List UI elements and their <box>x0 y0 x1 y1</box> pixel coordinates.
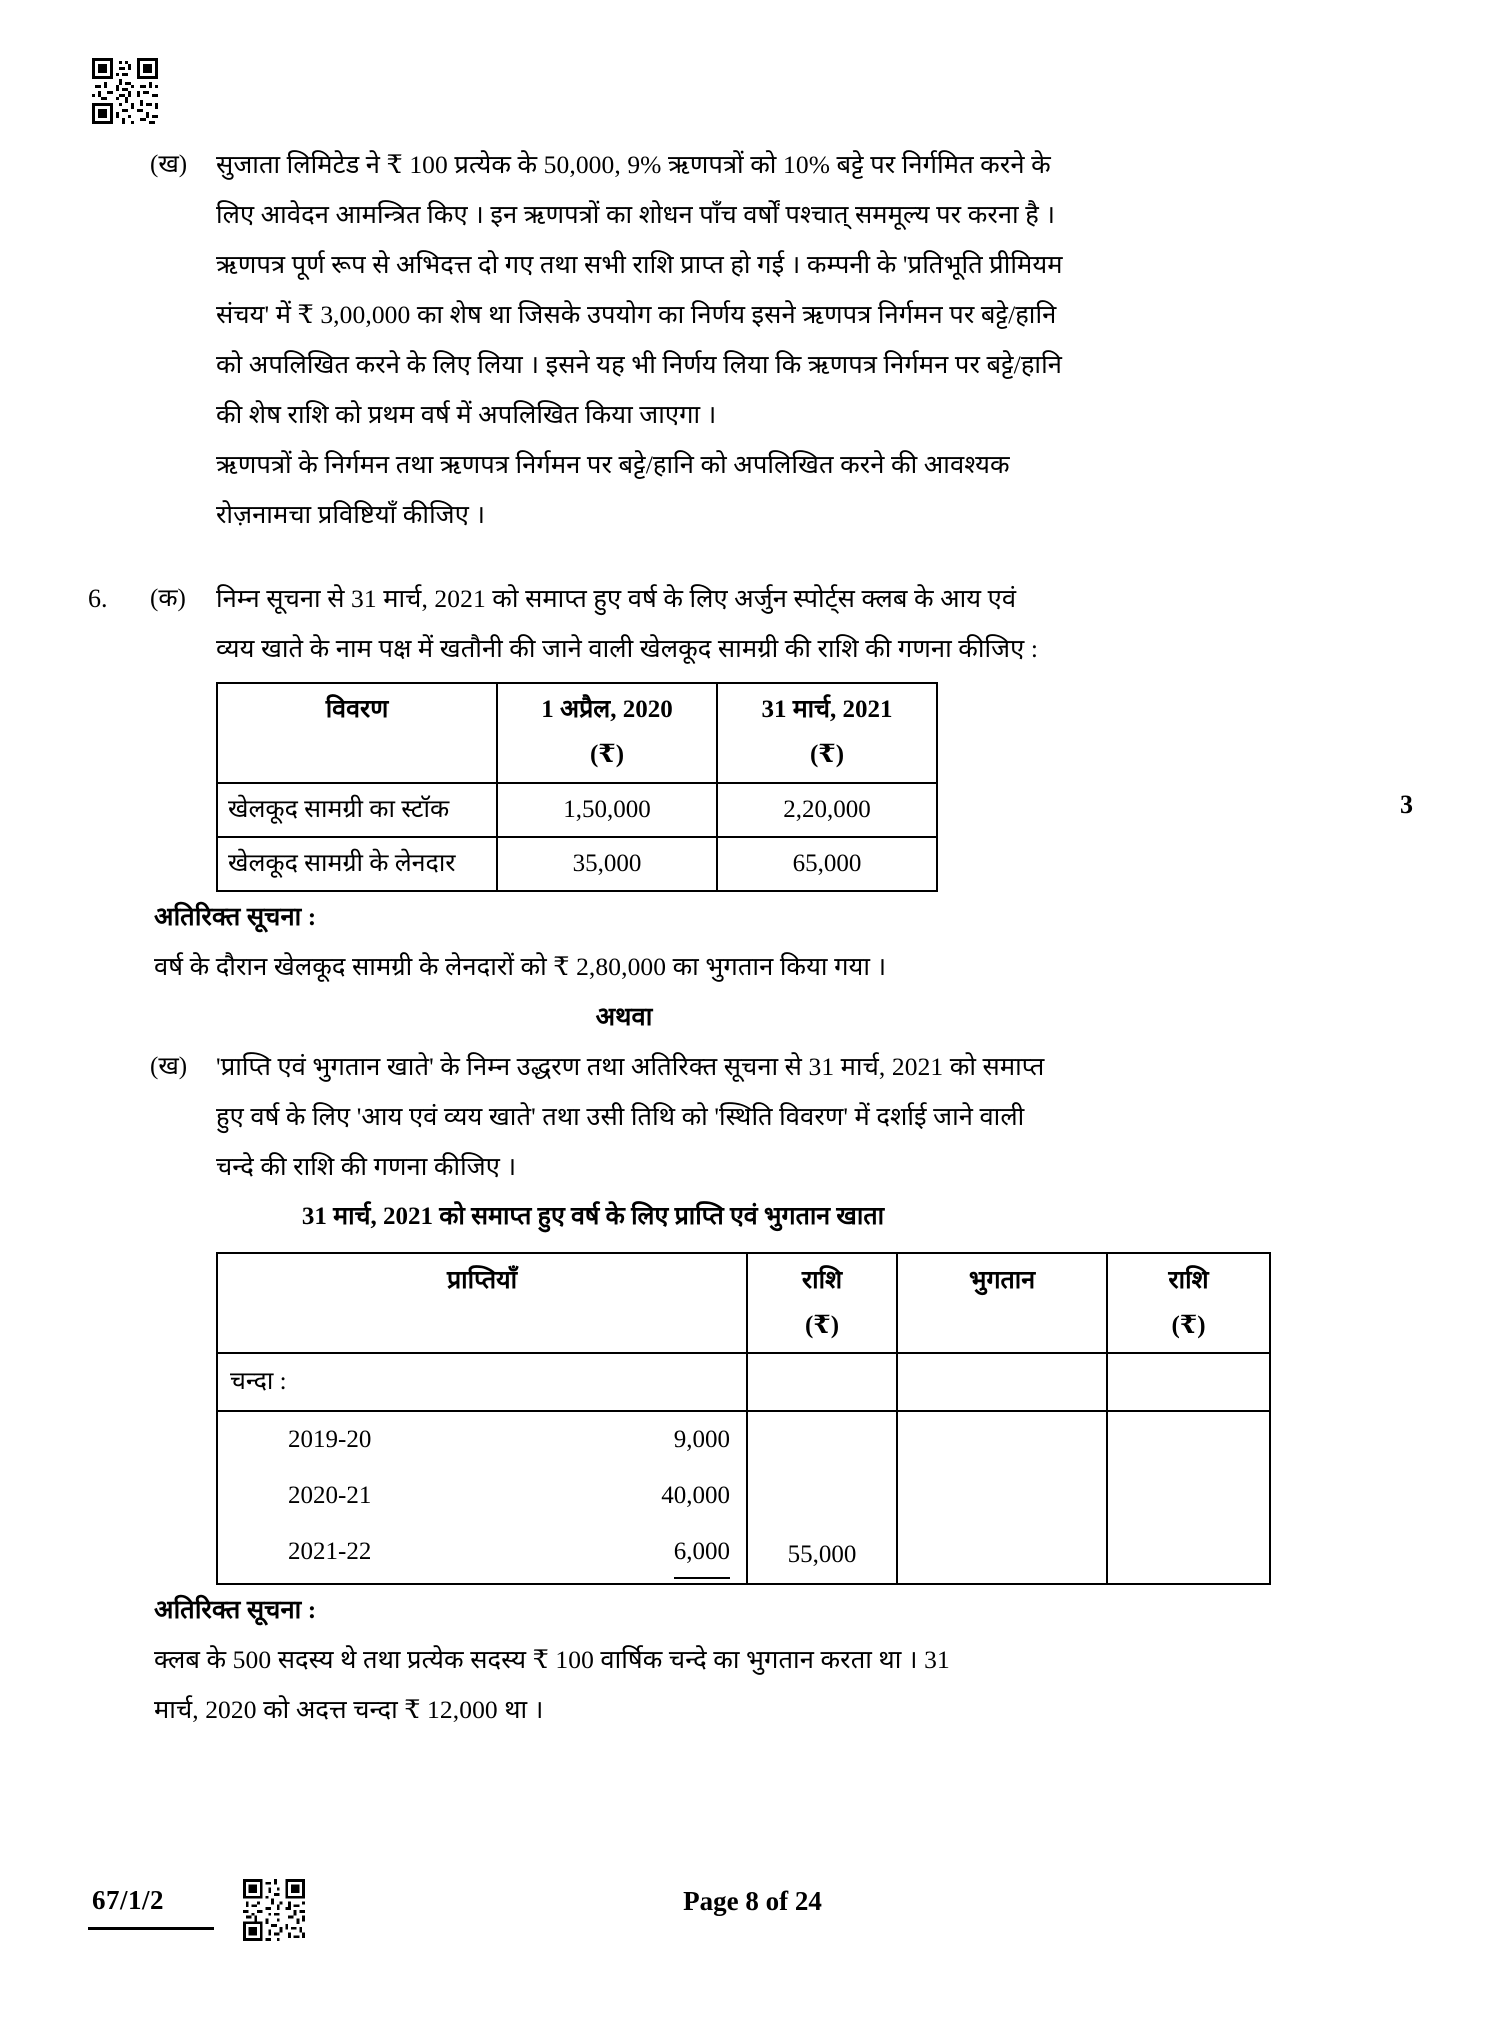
marks-q6a: 3 <box>1400 790 1413 819</box>
q6b-line-3: चन्दे की राशि की गणना कीजिए । <box>216 1152 517 1181</box>
header-april-2020-currency: (₹) <box>589 741 625 768</box>
table-row <box>217 1468 1270 1524</box>
subscription-amount-2-cell <box>555 1524 747 1584</box>
payments-blank-1 <box>897 1411 1107 1468</box>
q5b-line-4: संचय' में ₹ 3,00,000 का शेष था जिसके उपयोग का निर्णय इसने ऋणपत्र निर्गमन पर बट्टे/हानि <box>216 300 1057 329</box>
paper-code: 67/1/2 <box>92 1885 165 1915</box>
q6a-extra-body <box>150 892 1098 992</box>
q6b-extra-heading: अतिरिक्त सूचना : <box>154 1595 317 1624</box>
table-row <box>217 783 937 837</box>
q6a-body <box>216 574 1098 674</box>
q6b-label: (ख) <box>150 1053 188 1080</box>
spacer-after-q5b <box>88 540 1098 574</box>
q6b-extra-body <box>150 1585 1098 1735</box>
table-row <box>217 1411 1270 1468</box>
header-receipts-amount <box>747 1253 897 1353</box>
qr-code-top-icon <box>92 58 158 124</box>
receipts-amount-blank-2 <box>747 1468 897 1524</box>
row-0-value-1: 1,50,000 <box>497 783 717 837</box>
header-payments-amount <box>1107 1253 1270 1353</box>
q5b-line-2: लिए आवेदन आमन्त्रित किए । इन ऋणपत्रों का शोधन पाँच वर्षों पश्चात् सममूल्य पर करना है । <box>216 200 1056 229</box>
table-row <box>217 1353 1270 1411</box>
row-1-value-1: 35,000 <box>497 837 717 891</box>
q6-or-separator: अथवा <box>595 1002 653 1031</box>
row-1-label: खेलकूद सामग्री के लेनदार <box>217 837 497 891</box>
row-0-value-2: 2,20,000 <box>717 783 937 837</box>
q5b-instruction-line-2: रोज़नामचा प्रविष्टियाँ कीजिए । <box>216 500 486 529</box>
q5b-line-5: को अपलिखित करने के लिए लिया । इसने यह भी निर्णय लिया कि ऋणपत्र निर्गमन पर बट्टे/हानि <box>216 350 1062 379</box>
receipts-payments-caption: 31 मार्च, 2021 को समाप्त हुए वर्ष के लिए प्राप्ति एवं भुगतान खाता <box>301 1203 885 1230</box>
q6a-extra-info <box>88 892 1098 992</box>
payments-amount-blank-1 <box>1107 1411 1270 1468</box>
q6b-line-2: हुए वर्ष के लिए 'आय एवं व्यय खाते' तथा उसी तिथि को 'स्थिति विवरण' में दर्शाई जाने वाली <box>216 1102 1025 1131</box>
subscription-year-2: 2021-22 <box>217 1524 555 1584</box>
header-payments-amount-line1: राशि <box>1168 1267 1209 1294</box>
receipts-payments-table <box>216 1252 1271 1585</box>
subscription-amount-0: 9,000 <box>555 1411 747 1468</box>
q6a-line-1: निम्न सूचना से 31 मार्च, 2021 को समाप्त हुए वर्ष के लिए अर्जुन स्पोर्ट्स क्लब के आय एवं <box>216 584 1017 613</box>
receipts-table-head <box>217 1253 1270 1353</box>
q6a-extra-line-1: वर्ष के दौरान खेलकूद सामग्री के लेनदारों को ₹ 2,80,000 का भुगतान किया गया । <box>154 952 887 981</box>
subscription-year-0: 2019-20 <box>217 1411 555 1468</box>
table-row <box>217 837 937 891</box>
header-receipts-line1: प्राप्तियाँ <box>446 1267 518 1294</box>
q5b-line-1: सुजाता लिमिटेड ने ₹ 100 प्रत्येक के 50,000, 9% ऋणपत्रों को 10% बट्टे पर निर्गमित करने के <box>216 150 1051 179</box>
header-march-2021 <box>717 683 937 783</box>
q6-number: 6. <box>88 584 108 613</box>
question-6b <box>88 1042 1098 1192</box>
receipts-amount-blank-0 <box>747 1353 897 1411</box>
page-content <box>88 140 1209 1735</box>
subscription-total: 55,000 <box>747 1524 897 1584</box>
sports-material-table-body <box>217 783 937 891</box>
q6a-label: (क) <box>150 585 186 612</box>
page-number: Page 8 of 24 <box>683 1886 822 1916</box>
sports-material-table <box>216 682 938 892</box>
header-payments-amount-currency: (₹) <box>1171 1312 1206 1339</box>
subscription-amount-2: 6,000 <box>674 1528 730 1579</box>
header-particulars-line1: विवरण <box>325 696 389 723</box>
payments-amount-blank-3 <box>1107 1524 1270 1584</box>
header-march-2021-currency: (₹) <box>809 741 845 768</box>
header-particulars <box>217 683 497 783</box>
header-receipts-amount-currency: (₹) <box>804 1312 840 1339</box>
footer-divider <box>88 1927 214 1930</box>
payments-blank-3 <box>897 1524 1107 1584</box>
q6b-body <box>216 1042 1098 1192</box>
row-0-label: खेलकूद सामग्री का स्टॉक <box>217 783 497 837</box>
receipts-amount-blank-1 <box>747 1411 897 1468</box>
sports-material-table-head <box>217 683 937 783</box>
header-april-2020-line1: 1 अप्रैल, 2020 <box>541 696 673 723</box>
table-row <box>217 1524 1270 1584</box>
q6a-extra-heading: अतिरिक्त सूचना : <box>154 902 317 931</box>
q6b-extra-line-1: क्लब के 500 सदस्य थे तथा प्रत्येक सदस्य ₹ 100 वार्षिक चन्दे का भुगतान करता था । 31 <box>154 1645 950 1674</box>
header-payments <box>897 1253 1107 1353</box>
q6b-extra-line-2: मार्च, 2020 को अदत्त चन्दा ₹ 12,000 था । <box>154 1695 544 1724</box>
q6b-line-1: 'प्राप्ति एवं भुगतान खाते' के निम्न उद्धरण तथा अतिरिक्त सूचना से 31 मार्च, 2021 को समाप्त <box>216 1052 1045 1081</box>
q6b-extra-info <box>88 1585 1098 1735</box>
header-receipts-amount-line1: राशि <box>801 1267 843 1294</box>
q5b-line-6: की शेष राशि को प्रथम वर्ष में अपलिखित किया जाएगा । <box>216 400 717 429</box>
question-5b <box>88 140 1098 540</box>
q5b-body <box>216 140 1098 540</box>
header-march-2021-line1: 31 मार्च, 2021 <box>761 696 893 723</box>
header-receipts <box>217 1253 747 1353</box>
header-april-2020 <box>497 683 717 783</box>
header-payments-line1: भुगतान <box>968 1267 1036 1294</box>
payments-amount-blank-2 <box>1107 1468 1270 1524</box>
q5b-instruction-line-1: ऋणपत्रों के निर्गमन तथा ऋणपत्र निर्गमन पर बट्टे/हानि को अपलिखित करने की आवश्यक <box>216 450 1010 479</box>
receipts-table-body <box>217 1353 1270 1584</box>
subscription-section-label: चन्दा : <box>217 1353 555 1411</box>
row-1-value-2: 65,000 <box>717 837 937 891</box>
q5b-line-3: ऋणपत्र पूर्ण रूप से अभिदत्त दो गए तथा सभी राशि प्राप्त हो गई । कम्पनी के 'प्रतिभूति प्रीमियम <box>216 250 1063 279</box>
subscription-amount-1: 40,000 <box>555 1468 747 1524</box>
table-header-row <box>217 1253 1270 1353</box>
q6a-line-2: व्यय खाते के नाम पक्ष में खतौनी की जाने वाली खेलकूद सामग्री की राशि की गणना कीजिए : <box>216 634 1039 663</box>
payments-amount-blank-0 <box>1107 1353 1270 1411</box>
subscription-section-blank <box>555 1353 747 1411</box>
payments-blank-0 <box>897 1353 1107 1411</box>
table-header-row <box>217 683 937 783</box>
payments-blank-2 <box>897 1468 1107 1524</box>
subscription-year-1: 2020-21 <box>217 1468 555 1524</box>
q5b-label: (ख) <box>150 151 188 178</box>
question-6a <box>88 574 1098 674</box>
